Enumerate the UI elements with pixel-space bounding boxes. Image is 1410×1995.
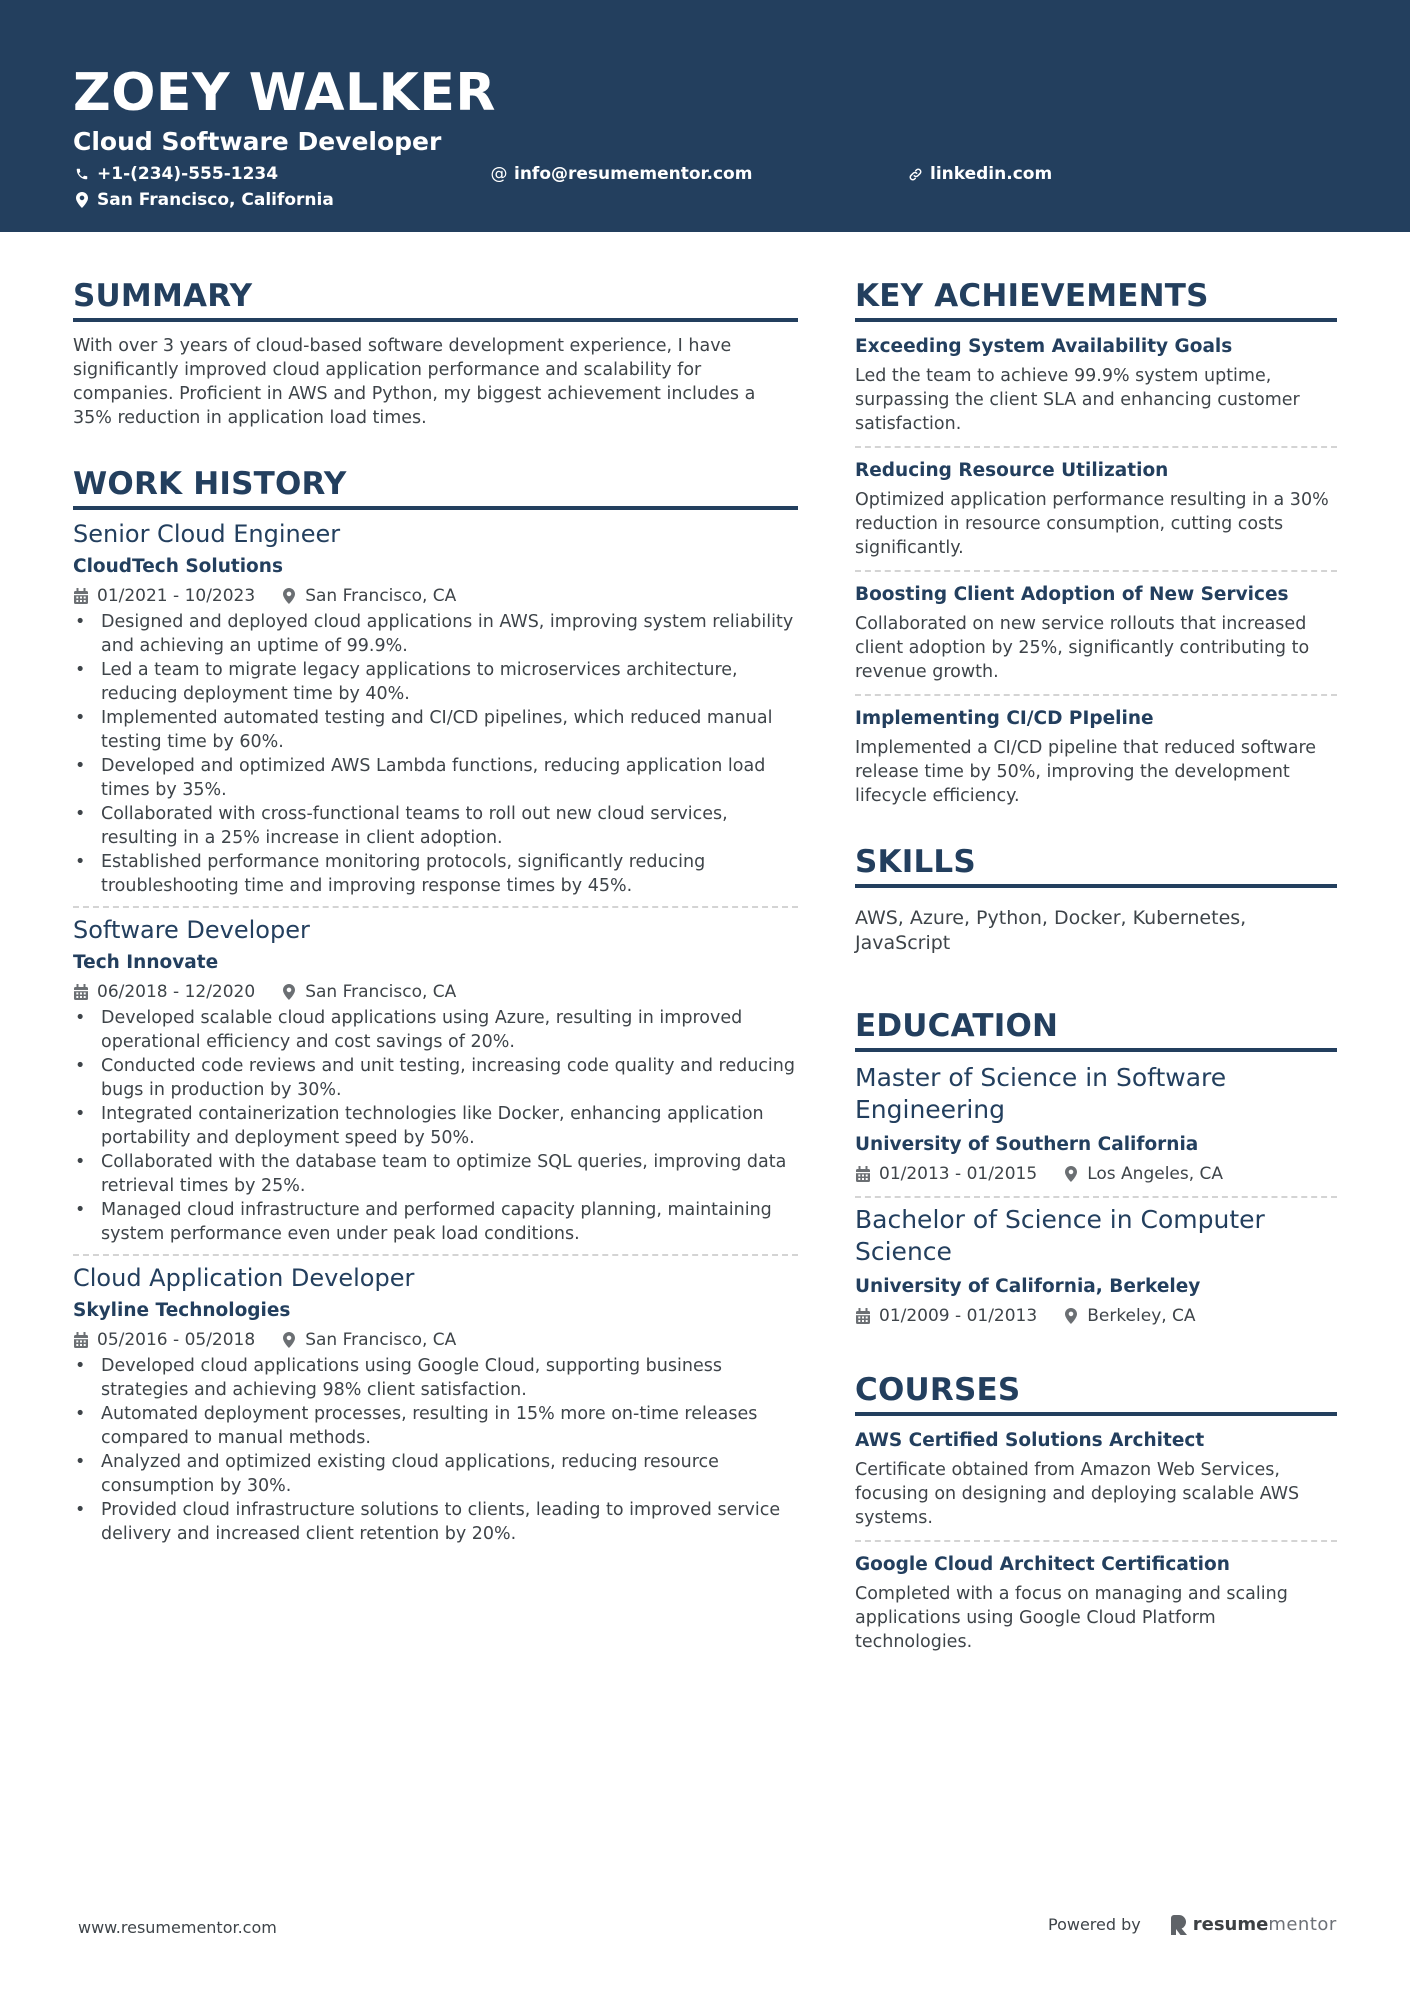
job-location: San Francisco, CA [305,982,457,1002]
degree-title: Master of Science in Software Engineering [855,1063,1227,1124]
brand-name-bold: resume [1192,1914,1269,1935]
website-value[interactable]: linkedin.com [930,164,1053,184]
courses-heading: COURSES [855,1372,1021,1408]
job-meta [73,1328,798,1352]
skills-list: AWS, Azure, Python, Docker, Kubernetes, JavaScript [855,907,1247,954]
achievement-desc: Collaborated on new service rollouts that increased client adoption by 25%, significantly contributing to revenue growth. [855,614,1310,682]
location-value: San Francisco, California [97,190,334,210]
powered-by-label: Powered by [1048,1915,1141,1934]
job-bullet: • Led a team to migrate legacy applications to microservices architecture, reducing deployment time by 40%. [73,658,798,706]
job-title: Cloud Application Developer [73,1264,415,1292]
achievement-title: Reducing Resource Utilization [855,460,1169,481]
achievement-item [855,582,1337,684]
candidate-name: ZOEY WALKER [73,63,496,123]
course-title: AWS Certified Solutions Architect [855,1430,1205,1451]
contact-phone [73,163,278,185]
job-bullet: • Established performance monitoring protocols, significantly reducing troubleshooting time and improving response times by 45%. [73,850,798,898]
achievement-item [855,458,1337,560]
job-meta [73,980,798,1004]
job-bullet: • Developed scalable cloud applications using Azure, resulting in improved operational efficiency and cost savings of 20%. [73,1006,798,1054]
at-icon: @ [490,164,508,184]
contact-website[interactable] [906,163,1052,185]
summary-heading: SUMMARY [73,278,253,314]
education-meta [855,1304,1337,1328]
map-pin-icon [281,587,297,605]
skills-section [855,842,1337,956]
section-divider [855,318,1337,322]
job-bullet: • Developed cloud applications using Google Cloud, supporting business strategies and achieving 98% client satisfaction. [73,1354,798,1402]
achievement-item [855,334,1337,436]
job-bullet: • Collaborated with the database team to optimize SQL queries, improving data retrieval times by 25%. [73,1150,798,1198]
education-location: Berkeley, CA [1087,1306,1196,1326]
job-bullet: • Provided cloud infrastructure solutions to clients, leading to improved service delivery and increased client retention by 20%. [73,1498,798,1546]
job-bullets [73,1006,798,1246]
calendar-icon [855,1307,871,1325]
left-column [73,276,798,1546]
education-meta [855,1162,1337,1186]
job-bullet: • Analyzed and optimized existing cloud applications, reducing resource consumption by 30%. [73,1450,798,1498]
calendar-icon [73,587,89,605]
contact-location [73,189,334,211]
job-location: San Francisco, CA [305,1330,457,1350]
section-divider [855,1412,1337,1416]
calendar-icon [855,1165,871,1183]
skills-heading: SKILLS [855,844,976,880]
job-title: Senior Cloud Engineer [73,520,341,548]
education-dates: 01/2009 - 01/2013 [879,1306,1038,1326]
entry-divider [855,1540,1337,1542]
brand-name-light: mentor [1268,1914,1337,1935]
summary-section [73,276,798,430]
job-title: Software Developer [73,916,310,944]
course-desc: Completed with a focus on managing and scaling applications using Google Cloud Platform technologies. [855,1584,1288,1652]
job-location: San Francisco, CA [305,586,457,606]
course-item [855,1428,1337,1530]
job-bullet: • Designed and deployed cloud applications in AWS, improving system reliability and achieving an uptime of 99.9%. [73,610,798,658]
job-dates: 01/2021 - 10/2023 [97,586,256,606]
resume-header [0,0,1410,232]
footer-powered-by[interactable] [1048,1914,1337,1935]
job-entry [73,518,798,898]
education-dates: 01/2013 - 01/2015 [879,1164,1038,1184]
work-history-section [73,464,798,1546]
school-name: University of Southern California [855,1134,1199,1155]
phone-value: +1-(234)-555-1234 [97,164,279,184]
email-value[interactable]: info@resumementor.com [514,164,753,184]
education-section [855,1006,1337,1328]
contact-email[interactable] [490,163,752,185]
section-divider [73,318,798,322]
education-location: Los Angeles, CA [1087,1164,1224,1184]
job-bullets [73,610,798,898]
map-pin-icon [1063,1307,1079,1325]
school-name: University of California, Berkeley [855,1276,1201,1297]
calendar-icon [73,983,89,1001]
job-entry [73,914,798,1246]
entry-divider [855,694,1337,696]
entry-divider [73,1254,798,1256]
map-pin-icon [281,1331,297,1349]
job-bullet: • Collaborated with cross-functional teams to roll out new cloud services, resulting in a 25% increase in client adoption. [73,802,798,850]
job-bullets [73,1354,798,1546]
courses-section [855,1370,1337,1654]
education-item [855,1204,1337,1328]
achievements-section [855,276,1337,808]
achievement-item [855,706,1337,808]
company-name: Tech Innovate [73,952,219,973]
job-bullet: • Developed and optimized AWS Lambda functions, reducing application load times by 35%. [73,754,798,802]
calendar-icon [73,1331,89,1349]
map-pin-icon [73,191,91,209]
section-divider [73,506,798,510]
map-pin-icon [1063,1165,1079,1183]
education-heading: EDUCATION [855,1008,1059,1044]
achievement-title: Implementing CI/CD PIpeline [855,708,1154,729]
right-column [855,276,1337,1654]
summary-text: With over 3 years of cloud-based software development experience, I have significantly improved cloud application performance and scalability for companies. Proficient in AWS and Python, my biggest achievement includes a 35% reduction in application load times. [73,336,756,428]
candidate-title: Cloud Software Developer [73,127,442,156]
job-dates: 05/2016 - 05/2018 [97,1330,256,1350]
company-name: CloudTech Solutions [73,556,283,577]
degree-title: Bachelor of Science in Computer Science [855,1205,1265,1266]
job-bullet: • Conducted code reviews and unit testing, increasing code quality and reducing bugs in production by 30%. [73,1054,798,1102]
phone-icon [73,165,91,183]
entry-divider [855,446,1337,448]
entry-divider [73,906,798,908]
achievement-title: Exceeding System Availability Goals [855,336,1233,357]
course-title: Google Cloud Architect Certification [855,1554,1230,1575]
course-desc: Certificate obtained from Amazon Web Services, focusing on designing and deploying scalable AWS systems. [855,1460,1300,1528]
course-item [855,1552,1337,1654]
job-bullet: • Implemented automated testing and CI/CD pipelines, which reduced manual testing time by 60%. [73,706,798,754]
section-divider [855,884,1337,888]
achievement-title: Boosting Client Adoption of New Services [855,584,1289,605]
job-dates: 06/2018 - 12/2020 [97,982,256,1002]
resumementor-logo-icon [1171,1915,1187,1935]
achievement-desc: Implemented a CI/CD pipeline that reduced software release time by 50%, improving the development lifecycle efficiency. [855,738,1317,806]
achievements-heading: KEY ACHIEVEMENTS [855,278,1209,314]
achievement-desc: Optimized application performance resulting in a 30% reduction in resource consumption, cutting costs significantly. [855,490,1329,558]
section-divider [855,1048,1337,1052]
achievement-desc: Led the team to achieve 99.9% system uptime, surpassing the client SLA and enhancing customer satisfaction. [855,366,1300,434]
company-name: Skyline Technologies [73,1300,291,1321]
work-history-heading: WORK HISTORY [73,466,347,502]
entry-divider [855,570,1337,572]
map-pin-icon [281,983,297,1001]
education-item [855,1062,1337,1186]
link-icon [906,165,924,183]
entry-divider [855,1196,1337,1198]
job-entry [73,1262,798,1546]
job-bullet: • Managed cloud infrastructure and performed capacity planning, maintaining system performance even under peak load conditions. [73,1198,798,1246]
job-meta [73,584,798,608]
job-bullet: • Integrated containerization technologies like Docker, enhancing application portability and deployment speed by 50%. [73,1102,798,1150]
footer-website-link[interactable]: www.resumementor.com [78,1918,277,1937]
job-bullet: • Automated deployment processes, resulting in 15% more on-time releases compared to manual methods. [73,1402,798,1450]
